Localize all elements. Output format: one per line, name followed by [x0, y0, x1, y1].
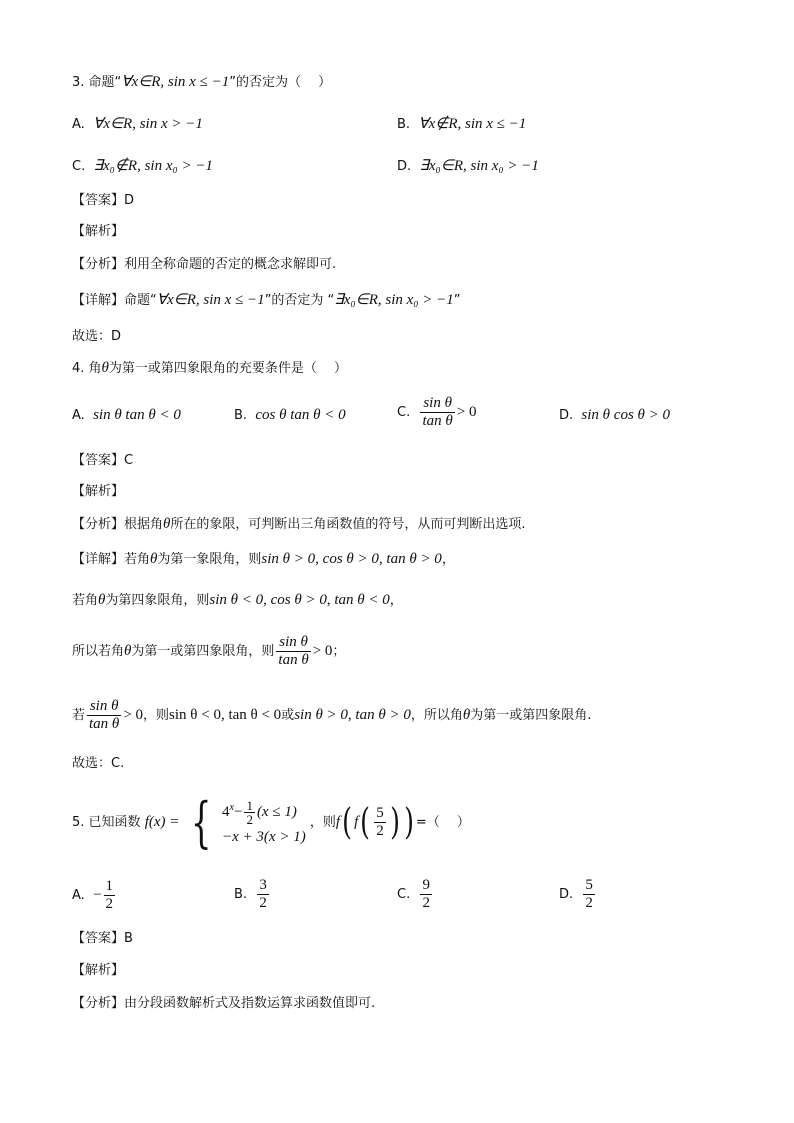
q4-stem	[72, 358, 347, 379]
q5-option-a-fraction	[104, 878, 116, 913]
q5-option-b-num: 3	[259, 877, 267, 893]
q5-case1-fraction	[244, 799, 255, 826]
q4-detail4-math2: sin θ > 0, tan θ > 0	[294, 707, 411, 723]
q5-option-a-sign: −	[93, 887, 102, 903]
q4-fenxi	[72, 514, 526, 535]
q5-option-c-fraction	[420, 877, 432, 912]
q5-outer-open-paren: (	[342, 801, 352, 843]
q4-detail-2	[72, 590, 403, 611]
q5-answer-tag: 【答案】	[72, 931, 125, 946]
q3-detail-mid: ”的否定为 “	[264, 293, 335, 308]
q3-option-a	[72, 114, 203, 135]
q4-detail2-math: sin θ < 0, cos θ > 0, tan θ < 0	[209, 592, 390, 608]
q4-fenxi-prefix: 根据角	[124, 517, 164, 532]
q4-option-d-math: sin θ cos θ > 0	[581, 407, 671, 423]
q5-stem-prefix: 5. 已知函数	[72, 815, 141, 830]
q5-option-a-den: 2	[105, 896, 114, 912]
q5-case1-frac-den: 2	[246, 812, 253, 828]
q3-detail-math2: ∃x₀∈R, sin x₀ > −1	[334, 292, 454, 308]
q5-fenxi-text: 由分段函数解析式及指数运算求函数值即可.	[124, 996, 376, 1011]
q4-detail4-frac-den: tan θ	[89, 716, 120, 732]
q3-option-c-math: ∃x₀∉R, sin x₀ > −1	[93, 158, 213, 174]
q3-option-d-label: D.	[397, 159, 412, 174]
q5-option-a-label: A.	[72, 888, 85, 903]
q4-answer-value: C	[124, 453, 134, 468]
q3-choice: 故选：D	[72, 329, 122, 344]
q4-detail4-theta: θ	[462, 707, 471, 723]
q4-fenxi-tag: 【分析】	[72, 517, 125, 532]
q5-case1-exp: x	[229, 801, 234, 813]
q3-detail-prefix: 命题“	[124, 293, 157, 308]
q4-analysis-tag: 【解析】	[72, 484, 125, 499]
q3-option-a-label: A.	[72, 117, 85, 132]
q3-option-b-label: B.	[397, 117, 411, 132]
q4-answer-tag: 【答案】	[72, 453, 125, 468]
q4-option-c-fraction	[420, 395, 454, 430]
q5-option-b	[234, 875, 271, 915]
q4-option-b-math: cos θ tan θ < 0	[255, 407, 346, 423]
q3-option-b-math: ∀x∉R, sin x ≤ −1	[418, 116, 527, 132]
q4-stem-prefix: 4. 角	[72, 361, 102, 376]
q3-stem-suffix: ”的否定为（ ）	[229, 75, 332, 90]
q3-option-d-math: ∃x₀∈R, sin x₀ > −1	[419, 158, 539, 174]
q4-option-c-gt0: > 0	[456, 404, 477, 420]
frac-den: tan θ	[422, 413, 453, 429]
q5-option-d-label: D.	[559, 887, 574, 902]
q5-then: ，则	[309, 815, 336, 830]
q5-option-c-den: 2	[422, 895, 430, 911]
q3-option-c	[72, 156, 213, 177]
q3-detail	[72, 290, 461, 311]
q4-detail3-theta: θ	[124, 643, 132, 659]
q5-option-b-den: 2	[259, 895, 267, 911]
q3-answer	[72, 191, 134, 211]
q5-case1-minus: −	[233, 803, 243, 820]
frac-num: sin θ	[420, 395, 454, 413]
fenxi-text: 利用全称命题的否定的概念求解即可.	[124, 257, 337, 272]
q4-detail4-gt0: > 0	[123, 707, 144, 723]
q4-option-a-math: sin θ tan θ < 0	[93, 407, 181, 423]
answer-value: D	[124, 193, 135, 208]
detail-tag: 【详解】	[72, 293, 125, 308]
q4-detail3-frac-num: sin θ	[276, 634, 310, 652]
q4-choice: 故选：C.	[72, 756, 125, 771]
q4-detail1-theta: θ	[150, 551, 158, 567]
q4-detail4-fraction	[87, 698, 121, 733]
q4-detail1-math: sin θ > 0, cos θ > 0, tan θ > 0	[261, 551, 442, 567]
q5-fenxi	[72, 994, 375, 1014]
q4-option-d	[559, 405, 670, 426]
q5-stem	[72, 792, 470, 852]
q3-option-b	[397, 114, 526, 135]
q5-option-a	[72, 875, 117, 916]
q4-detail1-mid: 为第一象限角，则	[157, 552, 262, 567]
q5-case1-cond: (x ≤ 1)	[256, 803, 297, 820]
q4-option-c	[397, 395, 477, 430]
q3-option-c-label: C.	[72, 159, 86, 174]
q4-detail2-theta: θ	[98, 592, 106, 608]
q5-inner-open-paren: (	[360, 801, 371, 843]
q5-case1-frac-num: 1	[246, 798, 253, 814]
q5-case-2: −x + 3(x > 1)	[222, 829, 306, 846]
q4-detail-3	[72, 634, 345, 669]
q4-detail4-mid: ，则	[143, 708, 170, 723]
fenxi-tag: 【分析】	[72, 257, 125, 272]
q3-stem-math: ∀x∈R, sin x ≤ −1	[121, 74, 230, 90]
q3-detail-suffix: ”	[453, 293, 461, 308]
q4-detail2-prefix: 若角	[72, 593, 99, 608]
q5-piecewise-cases	[222, 797, 306, 848]
q3-stem-prefix: 3. 命题“	[72, 75, 122, 90]
q5-option-c	[397, 875, 434, 915]
q4-detail2-mid: 为第四象限角，则	[105, 593, 210, 608]
q4-fenxi-suffix: 所在的象限，可判断出三角函数值的符号，从而可判断出选项.	[170, 517, 526, 532]
answer-tag: 【答案】	[72, 193, 125, 208]
q4-detail3-frac-den: tan θ	[278, 652, 309, 668]
q5-option-b-fraction	[257, 877, 269, 912]
q4-option-b	[234, 405, 346, 426]
q4-detail4-frac-num: sin θ	[87, 698, 121, 716]
q4-detail4-suffix-b: 为第一或第四象限角.	[470, 708, 592, 723]
q4-option-a	[72, 405, 181, 426]
q4-answer	[72, 451, 133, 471]
q5-option-a-num: 1	[105, 878, 114, 894]
q4-detail3-gt0: > 0	[312, 643, 333, 659]
q4-detail3-mid: 为第一或第四象限角，则	[131, 644, 275, 659]
q4-stem-suffix: 为第一或第四象限角的充要条件是（ ）	[108, 361, 348, 376]
q4-option-a-label: A.	[72, 408, 85, 423]
q3-option-d	[397, 156, 539, 177]
q5-inner-close-paren: )	[389, 801, 400, 843]
q5-option-b-label: B.	[234, 887, 248, 902]
q3-stem	[72, 72, 331, 93]
q3-fenxi	[72, 255, 336, 275]
q4-detail4-prefix: 若	[72, 708, 86, 723]
q4-detail3-fraction	[276, 634, 310, 669]
q5-fx: f(x) =	[144, 814, 180, 830]
q4-option-d-label: D.	[559, 408, 574, 423]
q5-inner-frac-den: 2	[376, 823, 384, 839]
q5-inner-f: f	[354, 814, 359, 830]
q4-detail1-comma: ，	[441, 552, 455, 567]
q4-detail4-or: 或	[281, 708, 295, 723]
q5-equals-blank: =（ ）	[415, 815, 470, 830]
q5-inner-fraction	[374, 805, 386, 840]
q5-inner-frac-num: 5	[376, 805, 384, 821]
q3-option-a-math: ∀x∈R, sin x > −1	[93, 116, 203, 132]
q4-detail-tag: 【详解】	[72, 552, 125, 567]
q5-option-c-num: 9	[422, 877, 430, 893]
left-brace: {	[190, 790, 212, 854]
q4-detail2-comma: ，	[389, 593, 403, 608]
q5-answer	[72, 929, 133, 949]
q5-option-d-den: 2	[585, 895, 593, 911]
q4-detail3-prefix: 所以若角	[72, 644, 125, 659]
q5-analysis-tag: 【解析】	[72, 963, 125, 978]
q5-answer-value: B	[124, 931, 133, 946]
q4-detail4-math1: sin θ < 0, tan θ < 0	[169, 707, 282, 723]
q5-case-1	[222, 797, 306, 826]
q5-option-d-fraction	[583, 877, 595, 912]
q5-option-c-label: C.	[397, 887, 411, 902]
q4-detail1-prefix: 若角	[124, 552, 151, 567]
q4-detail-1	[72, 549, 455, 570]
q4-detail4-suffix-a: ，所以角	[410, 708, 463, 723]
q5-case1-base: 4	[222, 803, 230, 820]
q5-option-d-num: 5	[585, 877, 593, 893]
q5-outer-close-paren: )	[403, 801, 414, 843]
q5-option-d	[559, 875, 597, 915]
q5-outer-f: f	[335, 814, 341, 830]
q4-fenxi-theta: θ	[163, 516, 171, 532]
q4-option-b-label: B.	[234, 408, 248, 423]
q3-analysis-tag: 【解析】	[72, 224, 125, 239]
q4-detail3-semicolon: ；	[332, 644, 346, 659]
q4-stem-theta: θ	[101, 360, 109, 376]
q5-fenxi-tag: 【分析】	[72, 996, 125, 1011]
q4-detail-4	[72, 698, 591, 733]
q3-detail-math1: ∀x∈R, sin x ≤ −1	[156, 292, 265, 308]
q4-option-c-label: C.	[397, 405, 411, 420]
